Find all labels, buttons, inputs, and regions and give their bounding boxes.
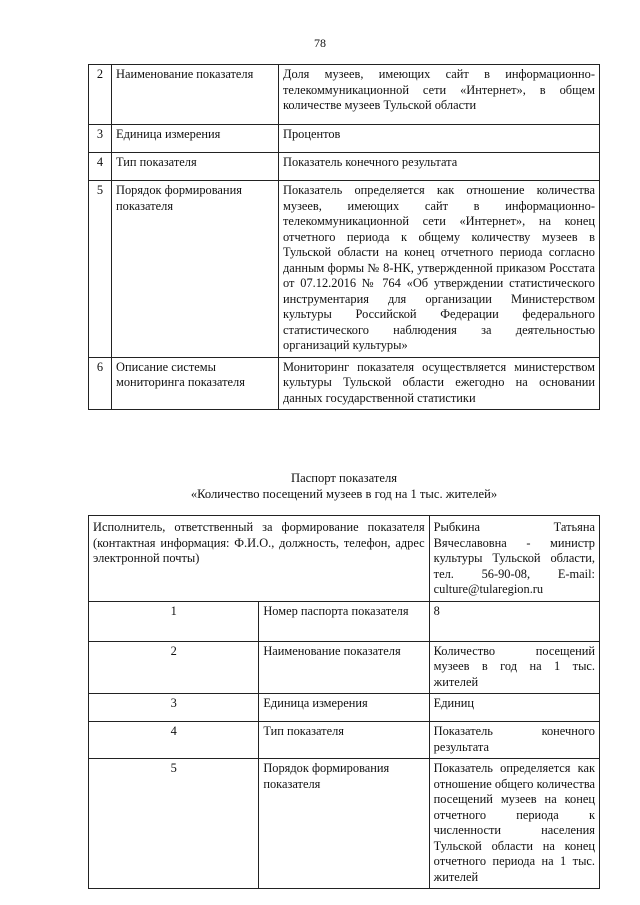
table-row bbox=[89, 65, 600, 125]
row-value: Процентов bbox=[279, 125, 600, 153]
row-label: Порядок формирования показателя bbox=[112, 181, 279, 358]
row-value: Единиц bbox=[429, 694, 599, 722]
row-value: Показатель определяется как отношение количества музеев, имеющих сайт в информационно-телекоммуникационной сети «Интернет», на конец отчетного периода к общему количеству музеев в Тульской области на конец отчетного периода согласно данным формы № 8-НК, утвержденной приказом Росстата от 07.12.2016 № 764 «Об утверждении статистического инструментария для организации Министерством культуры Российской Федерации федерального статистического наблюдения за деятельностью организаций культуры» bbox=[279, 181, 600, 358]
row-value: Мониторинг показателя осуществляется министерством культуры Тульской области ежегодно на основании данных государственной статистики bbox=[279, 357, 600, 410]
row-label: Порядок формирования показателя bbox=[259, 759, 429, 889]
table-row bbox=[89, 181, 600, 358]
row-label: Описание системы мониторинга показателя bbox=[112, 357, 279, 410]
passport-title-line2: «Количество посещений музеев в год на 1 тыс. жителей» bbox=[190, 487, 498, 501]
row-value: Показатель определяется как отношение общего количества посещений музеев на конец отчетного периода к численности населения Тульской области на конец отчетного периода на 1 тыс. жителей bbox=[429, 759, 599, 889]
row-label: Единица измерения bbox=[259, 694, 429, 722]
row-value: Доля музеев, имеющих сайт в информационно-телекоммуникационной сети «Интернет», в общем количестве музеев Тульской области bbox=[279, 65, 600, 125]
row-number: 1 bbox=[89, 601, 259, 641]
table-row bbox=[89, 641, 600, 694]
table-row bbox=[89, 601, 600, 641]
table-row bbox=[89, 722, 600, 759]
row-label: Номер паспорта показателя bbox=[259, 601, 429, 641]
executor-row bbox=[89, 516, 600, 602]
row-value: Количество посещений музеев в год на 1 тыс. жителей bbox=[429, 641, 599, 694]
row-label: Единица измерения bbox=[112, 125, 279, 153]
row-number: 4 bbox=[89, 153, 112, 181]
row-number: 5 bbox=[89, 759, 259, 889]
row-label: Тип показателя bbox=[112, 153, 279, 181]
indicator-passport-table bbox=[88, 515, 600, 889]
executor-value: Рыбкина Татьяна Вячеславовна - министр культуры Тульской области, тел. 56-90-08, E-mail: culture@tularegion.ru bbox=[429, 516, 599, 602]
page-number: 78 bbox=[314, 36, 326, 50]
table-row bbox=[89, 357, 600, 410]
row-number: 4 bbox=[89, 722, 259, 759]
table-row bbox=[89, 759, 600, 889]
row-number: 2 bbox=[89, 65, 112, 125]
passport-title-line1: Паспорт показателя bbox=[290, 471, 398, 485]
row-number: 5 bbox=[89, 181, 112, 358]
executor-label: Исполнитель, ответственный за формирование показателя (контактная информация: Ф.И.О., должность, телефон, адрес электронной почты) bbox=[89, 516, 430, 602]
passport-title bbox=[88, 470, 600, 502]
table-row bbox=[89, 153, 600, 181]
row-value: 8 bbox=[429, 601, 599, 641]
row-label: Наименование показателя bbox=[112, 65, 279, 125]
table-row bbox=[89, 694, 600, 722]
row-value: Показатель конечного результата bbox=[279, 153, 600, 181]
row-label: Тип показателя bbox=[259, 722, 429, 759]
row-number: 3 bbox=[89, 694, 259, 722]
row-number: 2 bbox=[89, 641, 259, 694]
row-number: 3 bbox=[89, 125, 112, 153]
indicator-table-continued bbox=[88, 64, 600, 410]
row-label: Наименование показателя bbox=[259, 641, 429, 694]
table-row bbox=[89, 125, 600, 153]
row-value: Показатель конечного результата bbox=[429, 722, 599, 759]
row-number: 6 bbox=[89, 357, 112, 410]
